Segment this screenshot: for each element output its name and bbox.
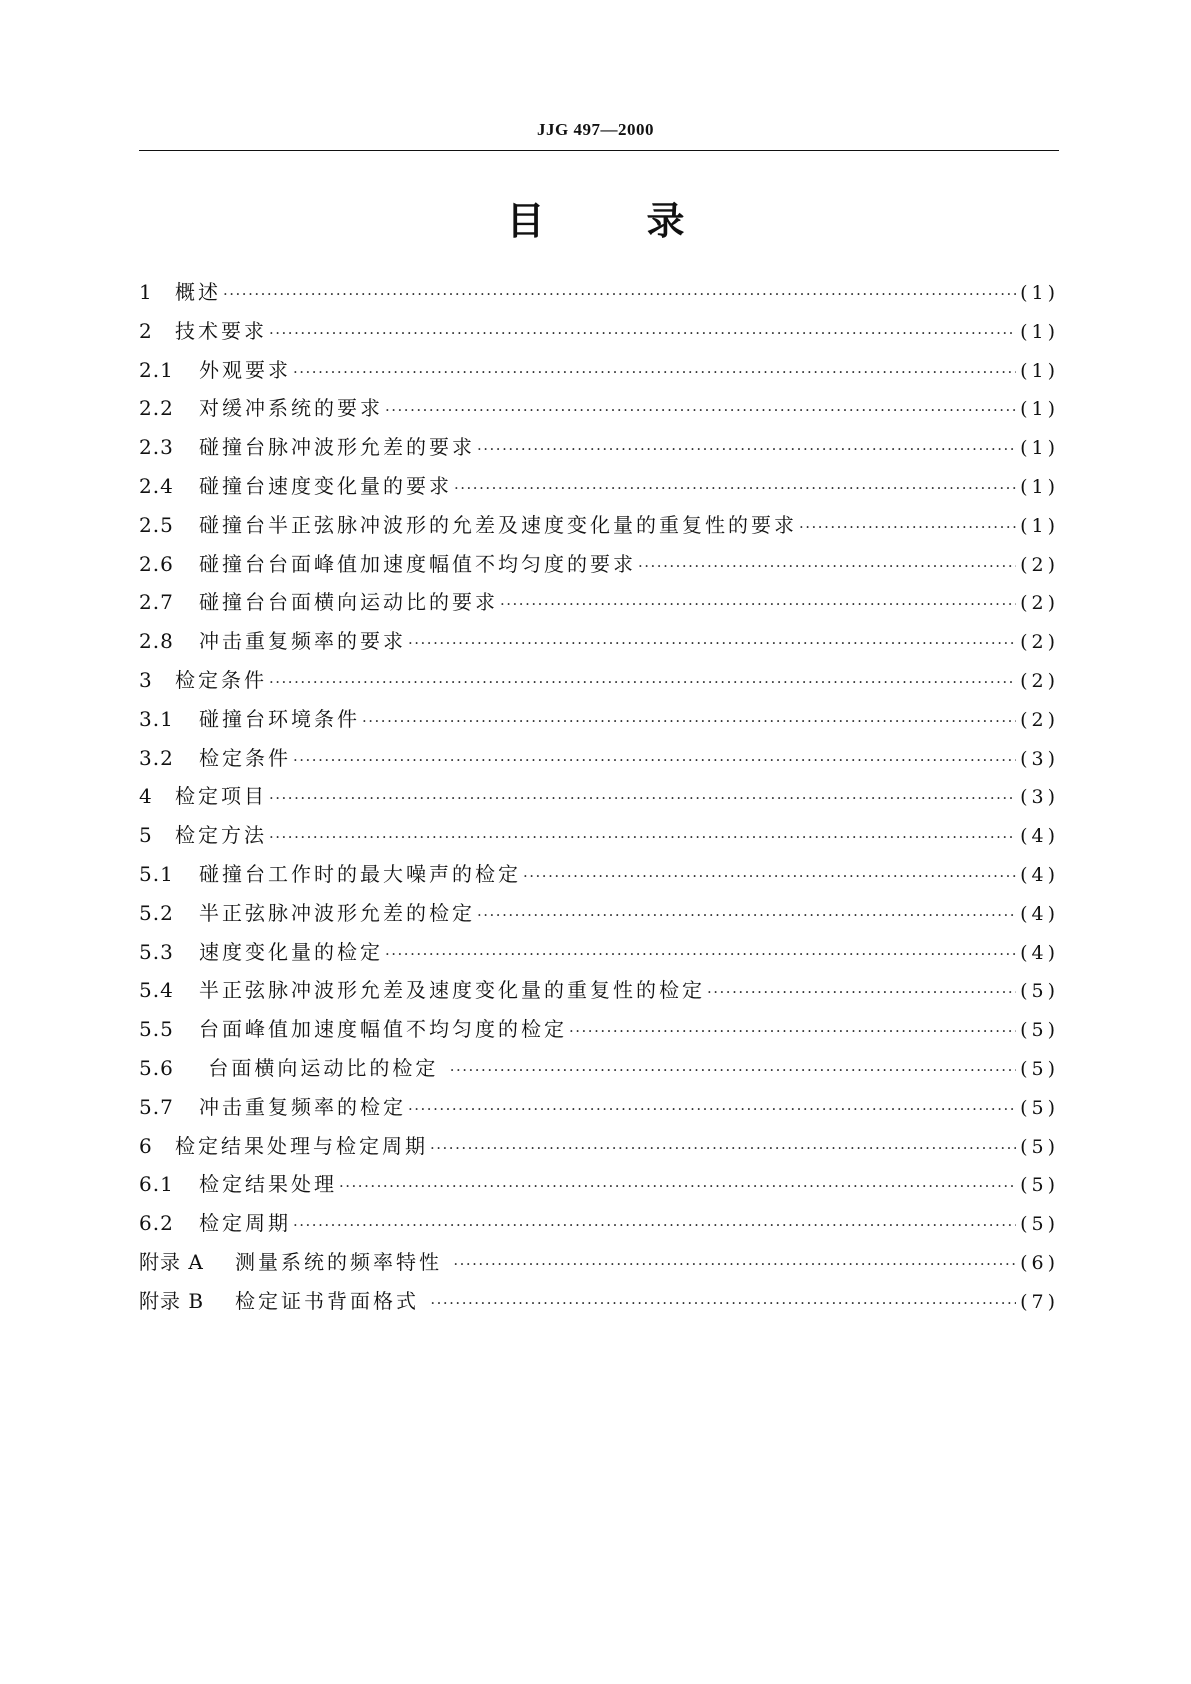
toc-dot-leader (569, 1022, 1016, 1040)
toc-dot-leader (454, 479, 1016, 497)
toc-entry-title: 台面峰值加速度幅值不均匀度的检定 (199, 1017, 567, 1042)
toc-entry-page: (5) (1020, 1057, 1059, 1080)
toc-entry[interactable] (139, 470, 1059, 509)
toc-entry-page: (1) (1020, 320, 1059, 343)
toc-entry-title: 碰撞台工作时的最大噪声的检定 (199, 861, 521, 886)
toc-entry-title: 检定周期 (199, 1211, 291, 1236)
toc-entry-page: (2) (1020, 708, 1059, 731)
toc-entry-page: (3) (1020, 786, 1059, 809)
toc-entry-title: 速度变化量的检定 (199, 939, 383, 964)
toc-entry-title: 检定方法 (175, 823, 267, 848)
toc-entry[interactable] (139, 780, 1059, 819)
toc-dot-leader (453, 1255, 1016, 1273)
standard-code: JJG 497—2000 (537, 120, 654, 139)
toc-entry-page: (1) (1020, 437, 1059, 460)
toc-entry-title: 半正弦脉冲波形允差及速度变化量的重复性的检定 (199, 978, 705, 1003)
toc-entry-title: 概述 (175, 280, 221, 304)
toc-entry-page: (1) (1020, 359, 1059, 382)
toc-entry-number: 附录 B (139, 1288, 205, 1313)
page-title (0, 196, 1191, 246)
toc-dot-leader (638, 557, 1016, 575)
toc-entry[interactable] (139, 586, 1059, 625)
toc-entry-page: (2) (1020, 553, 1059, 576)
toc-entry[interactable] (139, 625, 1059, 664)
toc-entry-page: (5) (1020, 1019, 1059, 1042)
toc-entry[interactable] (139, 858, 1059, 897)
toc-entry-title: 碰撞台环境条件 (199, 706, 360, 731)
toc-entry-number: 5.7 (139, 1094, 174, 1119)
page-title-char-2: 录 (646, 199, 685, 243)
toc-entry-title: 检定条件 (199, 745, 291, 770)
toc-entry-page: (4) (1020, 863, 1059, 886)
toc-entry-page: (1) (1020, 514, 1059, 537)
toc-entry-number: 3.2 (139, 745, 174, 770)
toc-entry-title: 检定结果处理与检定周期 (175, 1133, 428, 1158)
page-title-char-1: 目 (506, 199, 545, 243)
toc-entry[interactable] (139, 936, 1059, 975)
toc-entry[interactable] (139, 897, 1059, 936)
toc-entry-page: (1) (1020, 282, 1059, 304)
toc-entry-number: 2.2 (139, 396, 174, 421)
toc-dot-leader (269, 673, 1016, 691)
toc-entry-page: (5) (1020, 1135, 1059, 1158)
toc-entry-page: (6) (1020, 1251, 1059, 1274)
toc-entry-page: (5) (1020, 1096, 1059, 1119)
toc-entry-number: 6.1 (139, 1172, 174, 1197)
toc-entry[interactable] (139, 1207, 1059, 1246)
toc-entry[interactable] (139, 1168, 1059, 1207)
toc-entry-page: (4) (1020, 941, 1059, 964)
toc-dot-leader (269, 324, 1016, 342)
toc-entry-page: (3) (1020, 747, 1059, 770)
toc-entry-title: 碰撞台半正弦脉冲波形的允差及速度变化量的重复性的要求 (199, 512, 797, 537)
toc-entry-number: 6 (139, 1133, 153, 1158)
toc-entry-title: 碰撞台速度变化量的要求 (199, 473, 452, 498)
toc-dot-leader (362, 712, 1016, 730)
toc-entry[interactable] (139, 1246, 1059, 1285)
toc-dot-leader (385, 401, 1016, 419)
toc-dot-leader (385, 945, 1016, 963)
toc-dot-leader (408, 1100, 1016, 1118)
toc-entry[interactable] (139, 664, 1059, 703)
toc-dot-leader (799, 518, 1016, 536)
toc-dot-leader (707, 983, 1016, 1001)
toc-entry-number: 2.6 (139, 551, 174, 576)
toc-entry[interactable] (139, 1285, 1059, 1324)
toc-entry-page: (1) (1020, 398, 1059, 421)
toc-entry-page: (2) (1020, 592, 1059, 615)
toc-entry-number: 5.4 (139, 978, 174, 1003)
toc-dot-leader (430, 1294, 1016, 1312)
toc-entry-number: 3 (139, 667, 153, 692)
toc-entry-number: 1 (139, 280, 153, 304)
toc-entry-title: 半正弦脉冲波形允差的检定 (199, 900, 475, 925)
toc-entry-number: 2.5 (139, 512, 174, 537)
toc-dot-leader (450, 1061, 1016, 1079)
toc-dot-leader (339, 1177, 1016, 1195)
toc-entry[interactable] (139, 315, 1059, 354)
toc-entry[interactable] (139, 819, 1059, 858)
toc-entry-title: 冲击重复频率的要求 (199, 629, 406, 654)
toc-entry-number: 3.1 (139, 706, 174, 731)
toc-entry-page: (2) (1020, 631, 1059, 654)
toc-entry-title: 碰撞台台面峰值加速度幅值不均匀度的要求 (199, 551, 636, 576)
toc-entry-title: 技术要求 (175, 318, 267, 343)
toc-entry-number: 4 (139, 784, 153, 809)
toc-dot-leader (293, 363, 1016, 381)
toc-entry[interactable] (139, 1013, 1059, 1052)
toc-entry-title: 检定结果处理 (199, 1172, 337, 1197)
toc-entry[interactable] (139, 742, 1059, 781)
toc-entry-number: 5.5 (139, 1017, 174, 1042)
toc-entry-page: (4) (1020, 825, 1059, 848)
table-of-contents (139, 276, 1059, 1324)
toc-entry-title: 检定证书背面格式 (235, 1288, 429, 1313)
toc-entry-number: 2 (139, 318, 153, 343)
toc-entry-title: 检定条件 (175, 667, 267, 692)
toc-dot-leader (523, 867, 1016, 885)
toc-entry-title: 外观要求 (199, 357, 291, 382)
toc-entry-number: 5.6 (139, 1055, 174, 1080)
toc-entry-title: 冲击重复频率的检定 (199, 1094, 406, 1119)
toc-dot-leader (477, 440, 1016, 458)
toc-entry[interactable] (139, 431, 1059, 470)
toc-dot-leader (500, 595, 1016, 613)
toc-dot-leader (408, 634, 1016, 652)
toc-entry-title: 碰撞台台面横向运动比的要求 (199, 590, 498, 615)
toc-dot-leader (269, 828, 1016, 846)
toc-entry-page: (5) (1020, 980, 1059, 1003)
toc-entry-page: (4) (1020, 902, 1059, 925)
toc-entry-number: 2.4 (139, 473, 174, 498)
toc-entry-title: 检定项目 (175, 784, 267, 809)
toc-entry-title: 测量系统的频率特性 (235, 1249, 452, 1274)
toc-dot-leader (293, 751, 1016, 769)
toc-entry[interactable] (139, 1052, 1059, 1091)
toc-entry-title: 对缓冲系统的要求 (199, 396, 383, 421)
toc-entry[interactable] (139, 509, 1059, 548)
toc-entry-page: (5) (1020, 1213, 1059, 1236)
toc-entry[interactable] (139, 703, 1059, 742)
toc-entry-number: 5 (139, 823, 153, 848)
toc-entry-number: 2.3 (139, 435, 174, 460)
toc-entry[interactable] (139, 548, 1059, 587)
toc-entry-number: 2.8 (139, 629, 174, 654)
toc-entry[interactable] (139, 1130, 1059, 1169)
toc-entry-number: 5.1 (139, 861, 174, 886)
header-rule (139, 150, 1059, 151)
toc-dot-leader (430, 1139, 1016, 1157)
toc-dot-leader (293, 1216, 1016, 1234)
toc-entry-page: (2) (1020, 669, 1059, 692)
toc-dot-leader (223, 285, 1016, 303)
toc-entry-number: 附录 A (139, 1249, 204, 1274)
toc-entry-title: 碰撞台脉冲波形允差的要求 (199, 435, 475, 460)
toc-entry-number: 2.1 (139, 357, 174, 382)
toc-dot-leader (477, 906, 1016, 924)
toc-entry-number: 6.2 (139, 1211, 174, 1236)
toc-entry-title: 台面横向运动比的检定 (199, 1055, 448, 1080)
toc-entry[interactable] (139, 974, 1059, 1013)
toc-entry-number: 2.7 (139, 590, 174, 615)
toc-entry-page: (7) (1020, 1290, 1059, 1313)
toc-entry[interactable] (139, 276, 1059, 315)
toc-entry[interactable] (139, 1091, 1059, 1130)
toc-entry-page: (1) (1020, 475, 1059, 498)
toc-entry-number: 5.2 (139, 900, 174, 925)
toc-entry-page: (5) (1020, 1174, 1059, 1197)
toc-entry[interactable] (139, 354, 1059, 393)
toc-entry-number: 5.3 (139, 939, 174, 964)
toc-dot-leader (269, 789, 1016, 807)
toc-entry[interactable] (139, 392, 1059, 431)
